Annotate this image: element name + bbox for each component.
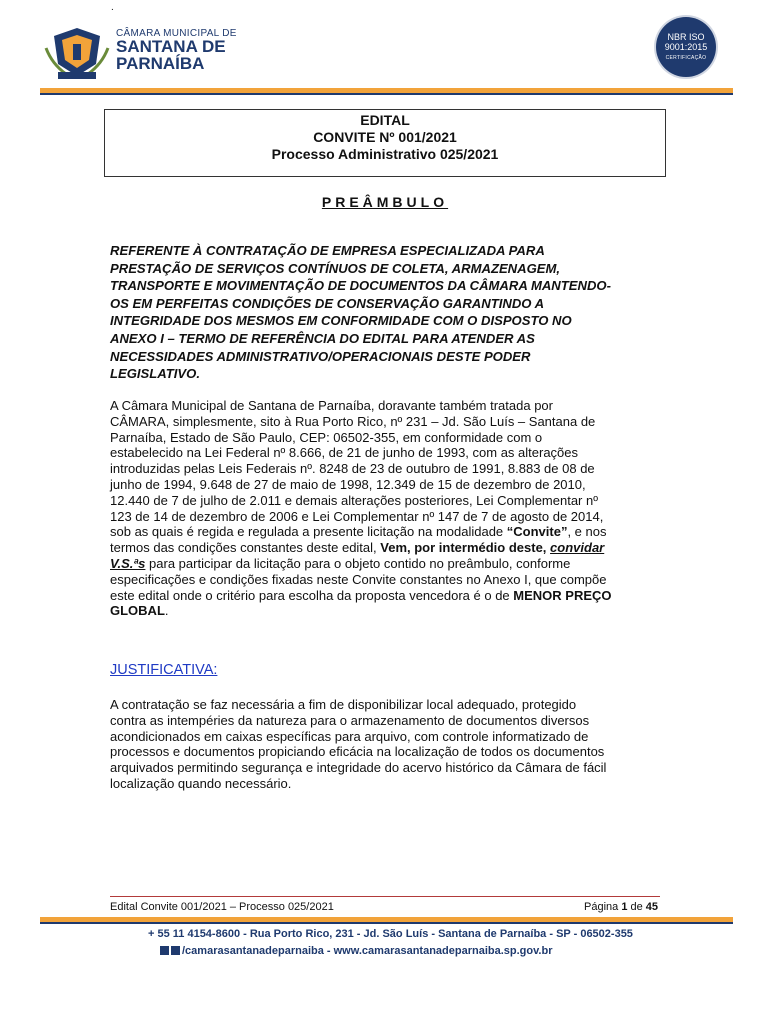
org-name-line1: CÂMARA MUNICIPAL DE [116, 28, 237, 39]
footer-rule [110, 896, 660, 897]
paragraph-line: processos e documentos propiciando eficácia na localização de todos os documentos [110, 744, 605, 760]
chamber-logo [44, 20, 237, 82]
page-current: 1 [621, 901, 628, 913]
org-name-line2: SANTANA DE [116, 37, 226, 56]
object-line: ANEXO I – TERMO DE REFERÊNCIA DO EDITAL PARA ATENDER AS [110, 330, 535, 346]
object-description [110, 242, 661, 383]
paragraph-line [110, 524, 661, 540]
paragraph-line: A Câmara Municipal de Santana de Parnaíba, doravante também tratada por [110, 398, 553, 413]
footer-divider-blue [40, 922, 733, 924]
object-line: OS EM PERFEITAS CONDIÇÕES DE CONSERVAÇÃO GARANTINDO A [110, 295, 545, 311]
text-run-bold: Vem, por intermédio deste, [380, 540, 551, 556]
text-run: para participar da licitação para o objeto contido no preâmbulo, conforme [145, 555, 571, 571]
paragraph-line: junho de 1994, 9.648 de 27 de maio de 1998, 12.349 de 15 de dezembro de 2010, [110, 476, 586, 492]
stray-mark: . [111, 2, 114, 13]
paragraph-line: A contratação se faz necessária a fim de disponibilizar local adequado, protegido [110, 697, 577, 712]
paragraph-line [110, 588, 661, 604]
paragraph-line: localização quando necessário. [110, 775, 292, 791]
text-run-bold: GLOBAL [110, 603, 165, 619]
text-run-emphasis: convidar [550, 540, 605, 556]
text-run: termos das condições constantes deste edital, [110, 540, 381, 556]
text-run: . [164, 603, 169, 619]
intro-paragraph [110, 398, 661, 619]
object-line: REFERENTE À CONTRATAÇÃO DE EMPRESA ESPECIALIZADA PARA [110, 243, 545, 258]
text-run: sob as quais é regida e regulada a presente licitação na modalidade [110, 524, 507, 540]
org-name-line3: PARNAÍBA [116, 54, 205, 73]
paragraph-line: introduzidas pelas Leis Federais nº. 8248 de 23 de outubro de 1991, 8.883 de 08 de [110, 461, 595, 477]
text-run-emphasis: V.S.ªs [110, 555, 146, 571]
iso-line1: NBR ISO [667, 32, 705, 42]
section-heading-preambulo: PREÂMBULO [321, 194, 449, 210]
page-total: 45 [645, 901, 659, 913]
instagram-icon [171, 946, 180, 955]
section-heading-justificativa: JUSTIFICATIVA: [110, 662, 218, 678]
footer-web-text: /camarasantanadeparnaiba - www.camarasantanadeparnaiba.sp.gov.br [182, 945, 553, 957]
justification-paragraph [110, 697, 661, 792]
object-line: TRANSPORTE E MOVIMENTAÇÃO DE DOCUMENTOS DA CÂMARA MANTENDO- [110, 278, 611, 294]
paragraph-line: 123 de 14 de dezembro de 2006 e Lei Complementar nº 147 de 7 de agosto de 2014, [110, 508, 604, 524]
paragraph-line: Parnaíba, Estado de São Paulo, CEP: 06502-355, em conformidade com o [110, 429, 543, 445]
paragraph-line: contra as intempéries da natureza para o armazenamento de documentos diversos [110, 712, 590, 728]
object-line: NECESSIDADES ADMINISTRATIVO/OPERACIONAIS DESTE PODER [110, 348, 531, 364]
paragraph-line: arquivados permitindo segurança e integridade do acervo histórico da Câmara de fácil [110, 760, 607, 776]
page-prefix: Página [584, 901, 622, 913]
footer-contact-web [160, 945, 552, 957]
title-processo: Processo Administrativo 025/2021 [271, 146, 499, 162]
coat-of-arms-icon [44, 24, 110, 82]
paragraph-line: especificações e condições fixadas neste Convite constantes no Anexo I, que compõe [110, 571, 607, 587]
text-run-bold: MENOR PREÇO [513, 587, 612, 603]
iso-line2: 9001:2015 [664, 42, 708, 52]
object-line: PRESTAÇÃO DE SERVIÇOS CONTÍNUOS DE COLETA, ARMAZENAGEM, [110, 260, 561, 276]
iso-line3: CERTIFICAÇÃO [665, 55, 707, 61]
paragraph-line: 12.440 de 7 de julho de 2.011 e demais alterações posteriores, Lei Complementar nº [110, 492, 598, 508]
footer-document-ref: Edital Convite 001/2021 – Processo 025/2021 [110, 901, 334, 913]
text-run: , e nos [567, 524, 607, 540]
text-run: este edital onde o critério para escolha da proposta vencedora é o de [110, 587, 514, 603]
page-number [584, 901, 658, 913]
header-divider-blue [40, 93, 733, 95]
paragraph-line: CÂMARA, simplesmente, sito à Rua Porto Rico, nº 231 – Jd. São Luís – Santana de [110, 413, 596, 429]
document-title-box [104, 109, 666, 177]
paragraph-line [110, 540, 661, 556]
paragraph-line: estabelecido na Lei Federal nº 8.666, de 21 de junho de 1993, com as alterações [110, 445, 579, 461]
iso-certification-badge [656, 17, 716, 77]
page-mid: de [627, 901, 646, 913]
paragraph-line [110, 603, 661, 619]
object-line: INTEGRIDADE DOS MESMOS EM CONFORMIDADE COM O DISPOSTO NO [110, 313, 572, 329]
text-run-bold: “Convite” [506, 524, 568, 540]
footer-contact-address: + 55 11 4154-8600 - Rua Porto Rico, 231 - Jd. São Luís - Santana de Parnaíba - SP - 06502-355 [148, 928, 633, 940]
paragraph-line [110, 556, 661, 572]
paragraph-line: acondicionados em caixas específicas para arquivo, com controle informatizado de [110, 728, 589, 744]
facebook-icon [160, 946, 169, 955]
object-line: LEGISLATIVO. [110, 366, 200, 382]
title-convite: CONVITE Nº 001/2021 [313, 129, 457, 145]
title-edital: EDITAL [360, 112, 410, 128]
